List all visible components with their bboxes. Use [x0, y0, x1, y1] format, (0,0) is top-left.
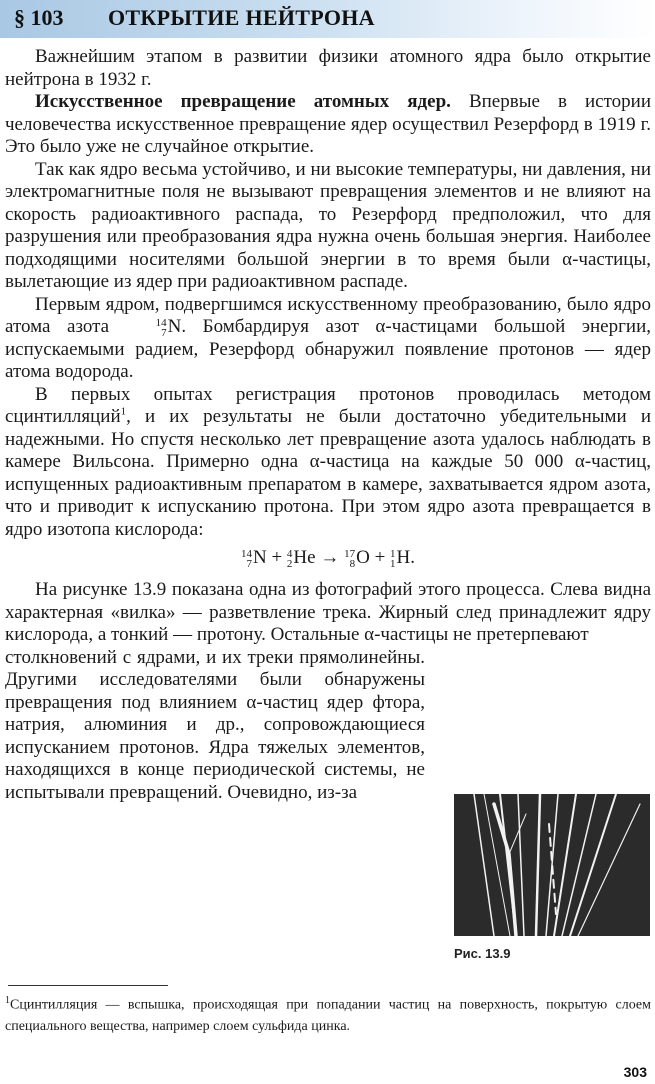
- mass-number: 14: [240, 547, 252, 560]
- paragraph-artificial-transformation: [5, 91, 651, 159]
- element-symbol: H: [396, 547, 411, 568]
- charge-number: 2: [286, 557, 293, 570]
- nuclide-index: [241, 549, 252, 569]
- figure-caption: Рис. 13.9: [454, 946, 511, 961]
- charge-number: 1: [390, 557, 396, 570]
- paragraph-text: Первым ядром, подвергшимся искусственному преобразованию, было ядро атома азота: [5, 293, 651, 337]
- mass-number: 17: [344, 547, 356, 560]
- paragraph-text: . Бомбардируя азот α-частицами большой энергии, испускаемыми радием, Резерфорд обнаружил появление протонов — ядер атома водорода.: [5, 316, 651, 382]
- paragraph-text: , и их результаты не были достаточно убедительными и надежными. Но спустя несколько лет превращение азота удалось наблюдать в камере Вильсона. Примерно одна α-частица на каждые 50 000 α-частиц, испущенных радиоактивным препаратом в камере, захватывается ядром азота, что и приводит к испусканию протона. При этом ядро азота превращается в ядро изотопа кислорода:: [5, 406, 651, 540]
- equation-period: .: [410, 547, 416, 568]
- paragraph-scintillation: [5, 384, 651, 542]
- footnote-divider: [8, 985, 168, 986]
- charge-number: 8: [349, 557, 356, 570]
- paragraph-wrapped-text: столкновений с ядрами, и их треки прямолинейны. Другими исследователями были обнаружены превращения под влиянием α-частиц ядер фтора, натрия, алюминия и др., сопровождающиеся испусканием протонов. Ядра тяжелых элементов, находящихся в конце периодической системы, не испытывали превращений. Очевидно, из-за: [5, 646, 425, 803]
- mass-number: 1: [390, 547, 396, 560]
- nuclide-index: [287, 549, 293, 569]
- paragraph-figure-description: На рисунке 13.9 показана одна из фотографий этого процесса. Слева видна характерная «вилка» — разветвление трека. Жирный след принадлежит ядру кислорода, а тонкий — протону. Остальные α-частицы не претерпевают: [5, 579, 651, 645]
- page-number: 303: [623, 1064, 647, 1080]
- paragraph-intro: Важнейшим этапом в развитии физики атомного ядра было открытие нейтрона в 1932 г.: [5, 46, 651, 90]
- footnote-reference[interactable]: 1: [120, 405, 127, 418]
- element-symbol: O: [356, 547, 370, 568]
- reaction-arrow: →: [320, 547, 340, 568]
- plus-sign: +: [374, 547, 386, 568]
- nuclide-index: [390, 549, 396, 569]
- plus-sign: +: [271, 547, 283, 568]
- nuclear-reaction-equation: [5, 541, 651, 579]
- paragraph-heading: Искусственное превращение атомных ядер.: [35, 91, 451, 112]
- section-header: [0, 0, 655, 38]
- nuclide-index: [126, 318, 167, 338]
- track-lines-image: [454, 794, 650, 936]
- section-title: ОТКРЫТИЕ НЕЙТРОНА: [108, 5, 375, 30]
- paragraph-text: Впервые в истории человечества искусственное превращение ядер осуществил Резерфорд в 1919 г. Это было уже не случайное открытие.: [5, 91, 652, 157]
- element-symbol: N: [167, 316, 182, 337]
- element-symbol: He: [293, 547, 316, 568]
- paragraph-text: В первых опытах регистрация протонов проводилась методом сцинтилляций: [5, 383, 651, 427]
- paragraph-first-nucleus: [5, 294, 651, 384]
- footnote-text: Сцинтилляция — вспышка, происходящая при попадании частиц на поверхность, покрытую слоем специального вещества, например слоем сульфида цинка.: [5, 997, 651, 1034]
- element-symbol: N: [252, 547, 267, 568]
- cloud-chamber-photo: [454, 794, 650, 936]
- nuclide-index: [344, 549, 355, 569]
- footnote-number: 1: [5, 995, 10, 1006]
- paragraph-nucleus-stability: Так как ядро весьма устойчиво, и ни высокие температуры, ни давления, ни электромагнитные поля не вызывают превращения элементов и не влияют на скорость радиоактивного распада, то Резерфорд предположил, что для разрушения или преобразования ядра нужна очень большая энергия. Наиболее подходящими носителями большой энергии в то время были α-частицы, вылетающие из ядер при радиоактивном распаде.: [5, 158, 651, 292]
- mass-number: 14: [155, 316, 167, 329]
- charge-number: 7: [161, 326, 167, 339]
- section-number: § 103: [14, 5, 64, 30]
- footnote: [5, 990, 651, 1037]
- charge-number: 7: [246, 557, 252, 570]
- main-text: [5, 46, 651, 804]
- mass-number: 4: [286, 547, 293, 560]
